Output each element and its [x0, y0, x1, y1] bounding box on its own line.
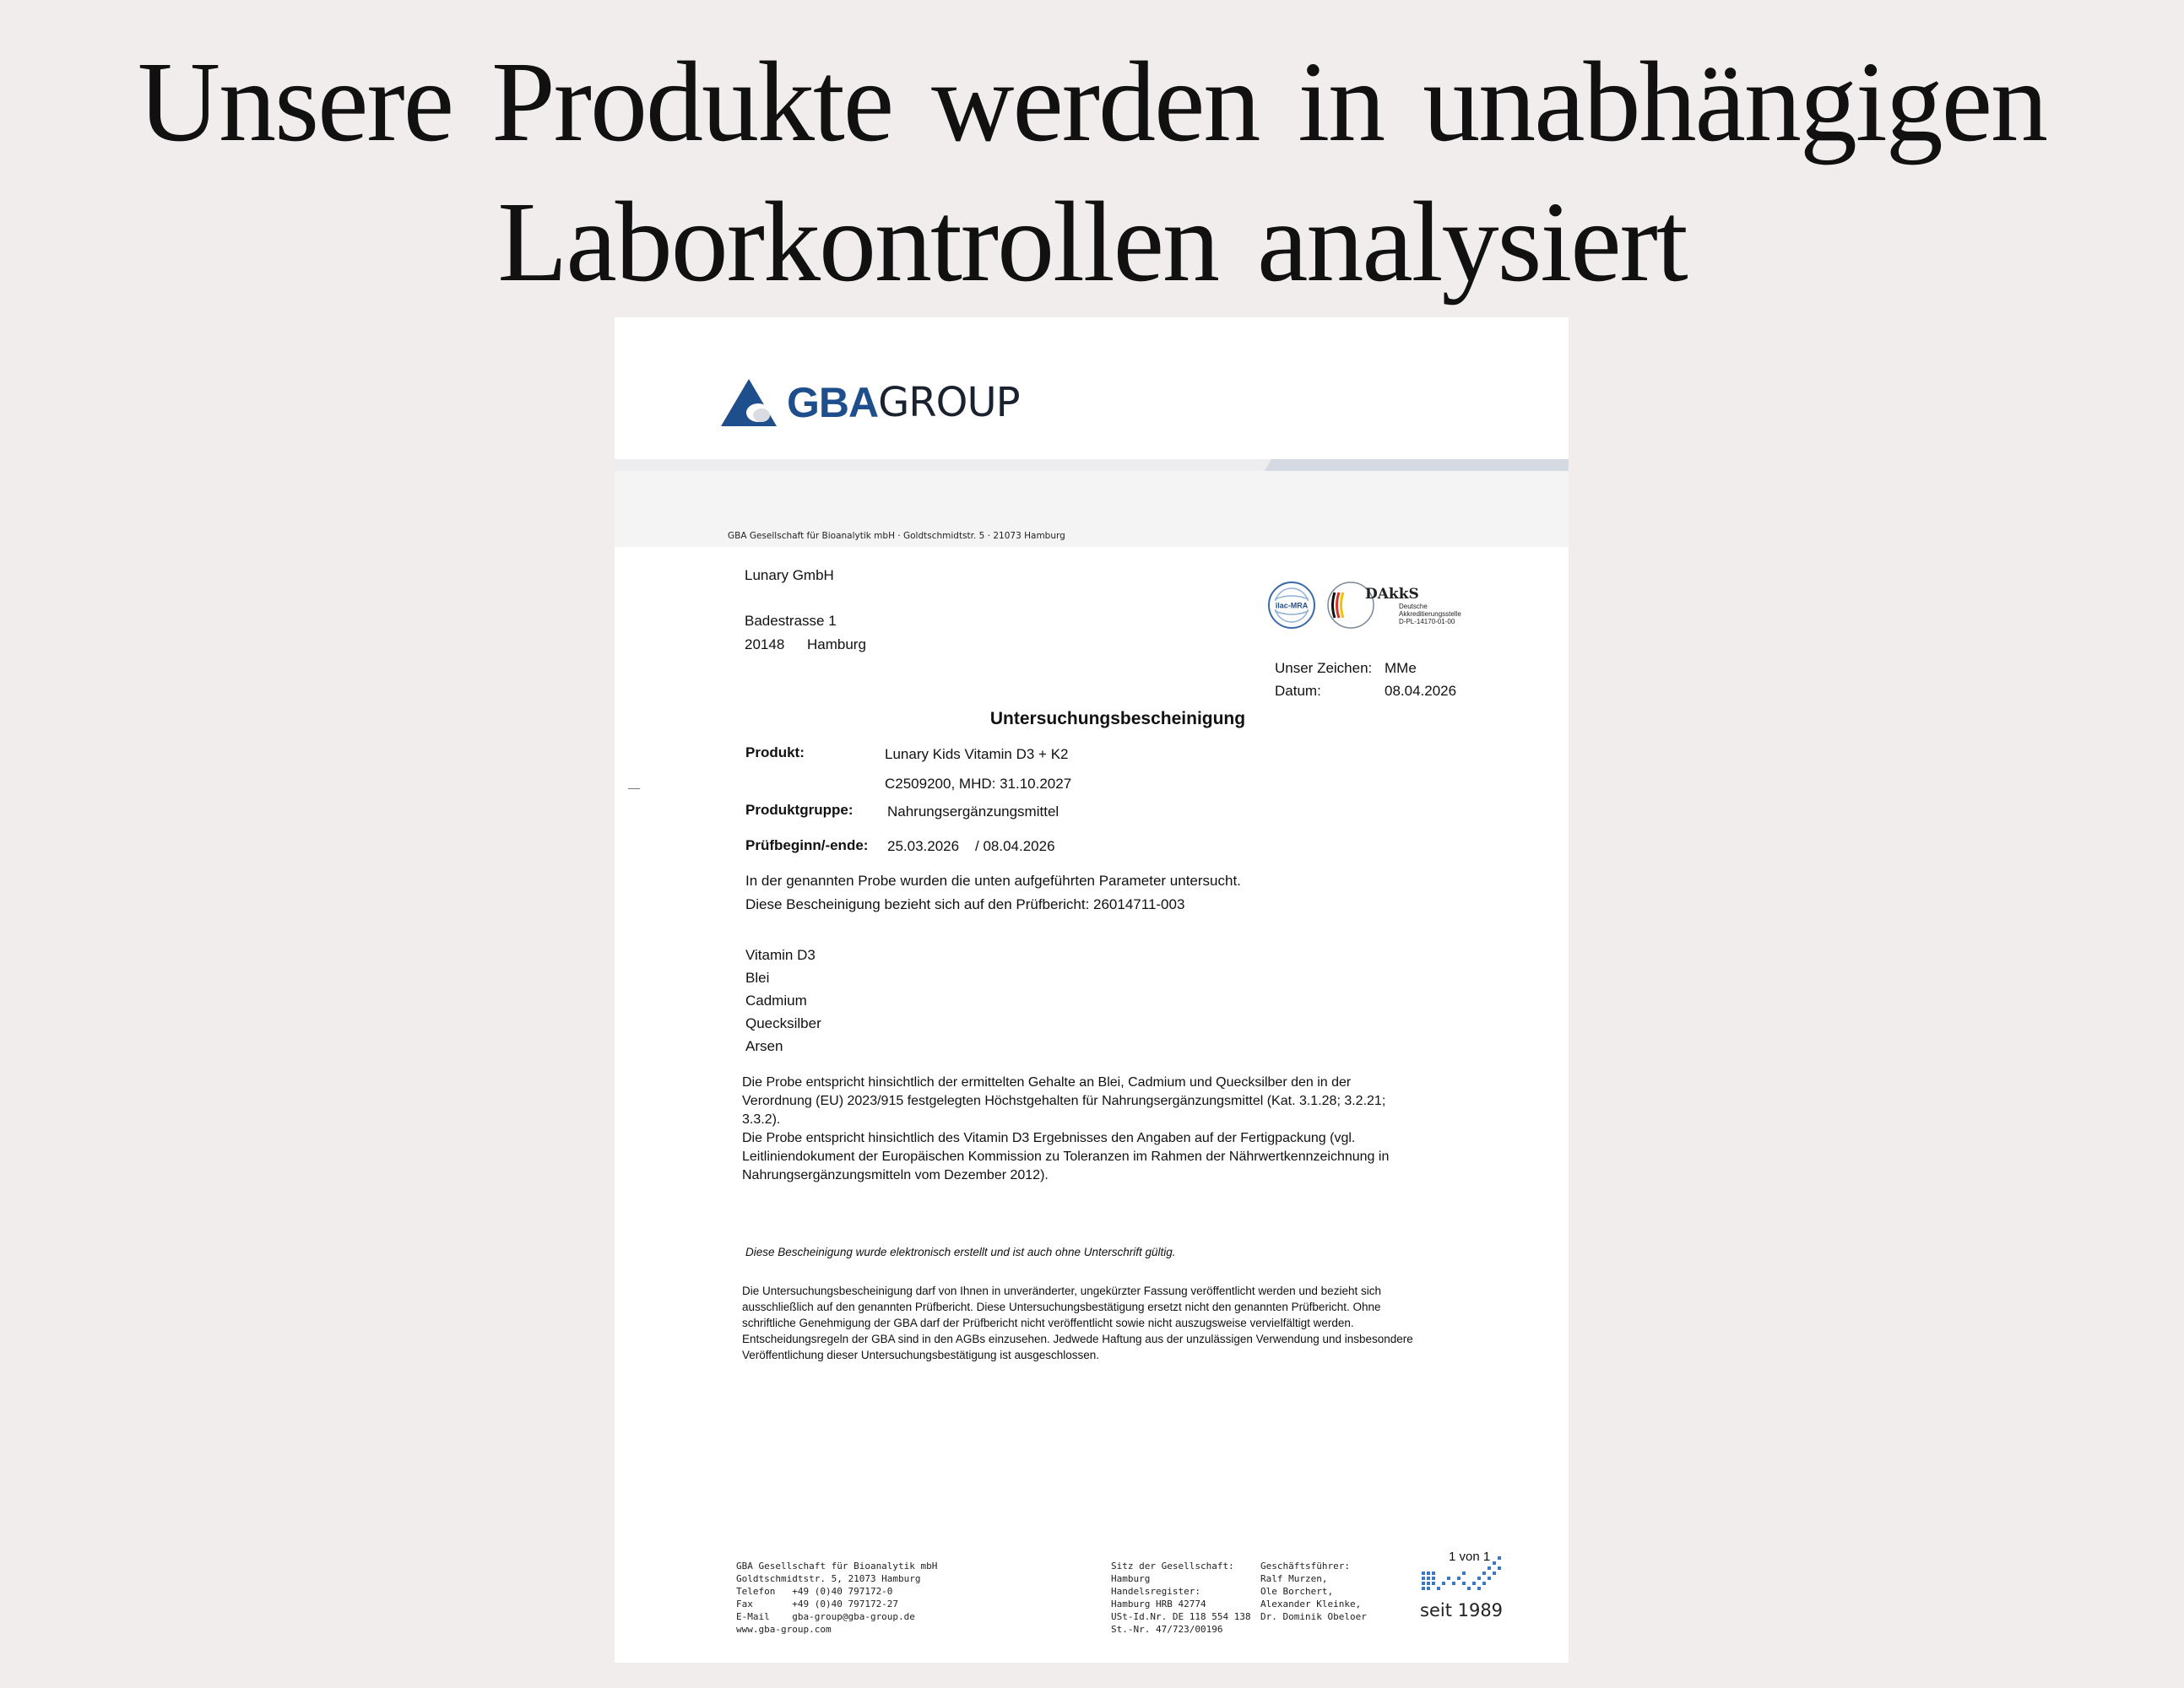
disclaimer-line: schriftliche Genehmigung der GBA darf der Prüfbericht nicht veröffentlicht sowie nicht auszugsweise vervielfältigt werden.: [742, 1317, 1354, 1329]
result-line: Verordnung (EU) 2023/915 festgelegten Höchstgehalten für Nahrungsergänzungsmittel (Kat. 3.1.28; 3.2.21;: [742, 1094, 1386, 1108]
gba-triangle-icon: [719, 377, 778, 428]
result-line: Die Probe entspricht hinsichtlich des Vitamin D3 Ergebnisses den Angaben auf der Fertigpackung (vgl.: [742, 1131, 1356, 1145]
accreditation-seals: [1267, 581, 1461, 630]
product-batch: C2509200, MHD: 31.10.2027: [885, 776, 1072, 792]
intro-line-1: In der genannten Probe wurden die unten aufgeführten Parameter untersucht.: [745, 873, 1241, 889]
recipient-name: Lunary GmbH: [745, 567, 834, 583]
recipient-street: Badestrasse 1: [745, 613, 837, 629]
recipient-zip: 20148: [745, 636, 785, 652]
result-paragraph: [742, 1074, 1389, 1185]
date-label: Datum:: [1275, 683, 1321, 699]
date-value: 08.04.2026: [1385, 683, 1457, 699]
product-name: Lunary Kids Vitamin D3 + K2: [885, 746, 1069, 762]
dakks-sub-3: D-PL-14170-01-00: [1399, 617, 1455, 625]
intro-line-2: Diese Bescheinigung bezieht sich auf den Prüfbericht: 26014711-003: [745, 896, 1185, 912]
dakks-name: DAkkS: [1365, 585, 1419, 603]
parameter-item: Quecksilber: [745, 1015, 821, 1031]
headline-line-1: Unsere Produkte werden in unabhängigen: [137, 39, 2047, 165]
reference-label: Unser Zeichen:: [1275, 660, 1373, 676]
recipient-city: Hamburg: [807, 636, 866, 652]
dakks-seal: [1326, 581, 1461, 630]
header-band-stripe: [615, 459, 1569, 471]
test-end: / 08.04.2026: [975, 838, 1055, 854]
logo-text-group: GROUP: [878, 379, 1020, 426]
footer-company-contact: GBA Gesellschaft für Bioanalytik mbH Goldtschmidtstr. 5, 21073 Hamburg Telefon +49 (0)40 797172-0 Fax +49 (0)40 797172-27 E-Mail gba-group@gba-group.de www.gba-group.com: [736, 1561, 938, 1635]
test-period-label: Prüfbeginn/-ende:: [745, 837, 869, 853]
headline-line-2: Laborkontrollen analysiert: [497, 179, 1687, 306]
dakks-sub-1: Deutsche: [1399, 602, 1428, 610]
result-line: Leitliniendokument der Europäischen Kommission zu Toleranzen im Rahmen der Nährwertkennzeichnung in: [742, 1150, 1390, 1164]
result-line: Die Probe entspricht hinsichtlich der ermittelten Gehalte an Blei, Cadmium und Quecksilber den in der: [742, 1075, 1352, 1090]
test-start: 25.03.2026: [887, 838, 960, 854]
ilac-seal-text: ilac-MRA: [1275, 601, 1309, 610]
footer-management: Geschäftsführer: Ralf Murzen, Ole Borchert, Alexander Kleinke, Dr. Dominik Obeloer: [1260, 1561, 1367, 1622]
reference-value: MMe: [1385, 660, 1417, 676]
certificate-document: [615, 317, 1569, 1663]
ilac-mra-seal-icon: [1267, 581, 1316, 630]
document-title: Untersuchungsbescheinigung: [989, 709, 1246, 728]
fold-mark: [628, 788, 640, 789]
parameter-item: Vitamin D3: [745, 947, 816, 963]
disclaimer-line: Die Untersuchungsbescheinigung darf von Ihnen in unveränderter, ungekürzter Fassung veröffentlicht werden und bezieht sich: [742, 1285, 1381, 1297]
parameter-item: Arsen: [745, 1038, 783, 1054]
dakks-sub-2: Akkreditierungsstelle: [1399, 609, 1461, 618]
parameter-item: Blei: [745, 970, 770, 986]
gba-group-logo: [719, 373, 1020, 432]
page-counter: 1 von 1: [1449, 1550, 1491, 1564]
disclaimer-paragraph: [742, 1283, 1413, 1363]
result-line: 3.3.2).: [742, 1112, 781, 1127]
disclaimer-line: Entscheidungsregeln der GBA sind in den AGBs einzusehen. Jedwede Haftung aus der unzulässigen Verwendung und insbesondere: [742, 1333, 1413, 1345]
sender-address-line: GBA Gesellschaft für Bioanalytik mbH · Goldtschmidtstr. 5 · 21073 Hamburg: [728, 531, 1065, 541]
product-label: Produkt:: [745, 744, 805, 760]
product-group-label: Produktgruppe:: [745, 802, 854, 818]
product-group-value: Nahrungsergänzungsmittel: [887, 803, 1059, 820]
disclaimer-line: Veröffentlichung dieser Untersuchungsbestätigung ist ausgeschlossen.: [742, 1349, 1100, 1361]
logo-text-gba: GBA: [787, 379, 879, 426]
parameter-item: Cadmium: [745, 993, 807, 1009]
since-year: seit 1989: [1420, 1600, 1504, 1620]
page-headline: [0, 32, 2184, 312]
footer-registry: Sitz der Gesellschaft: Hamburg Handelsregister: Hamburg HRB 42774 USt-Id.Nr. DE 118 554 138 St.-Nr. 47/723/00196: [1111, 1561, 1251, 1635]
disclaimer-line: ausschließlich auf den genannten Prüfbericht. Diese Untersuchungsbestätigung ersetzt nicht den genannten Prüfbericht. Ohne: [742, 1301, 1381, 1313]
result-line: Nahrungsergänzungsmitteln vom Dezember 2012).: [742, 1168, 1049, 1182]
electronic-signature-note: Diese Bescheinigung wurde elektronisch erstellt und ist auch ohne Unterschrift gültig.: [745, 1246, 1176, 1258]
